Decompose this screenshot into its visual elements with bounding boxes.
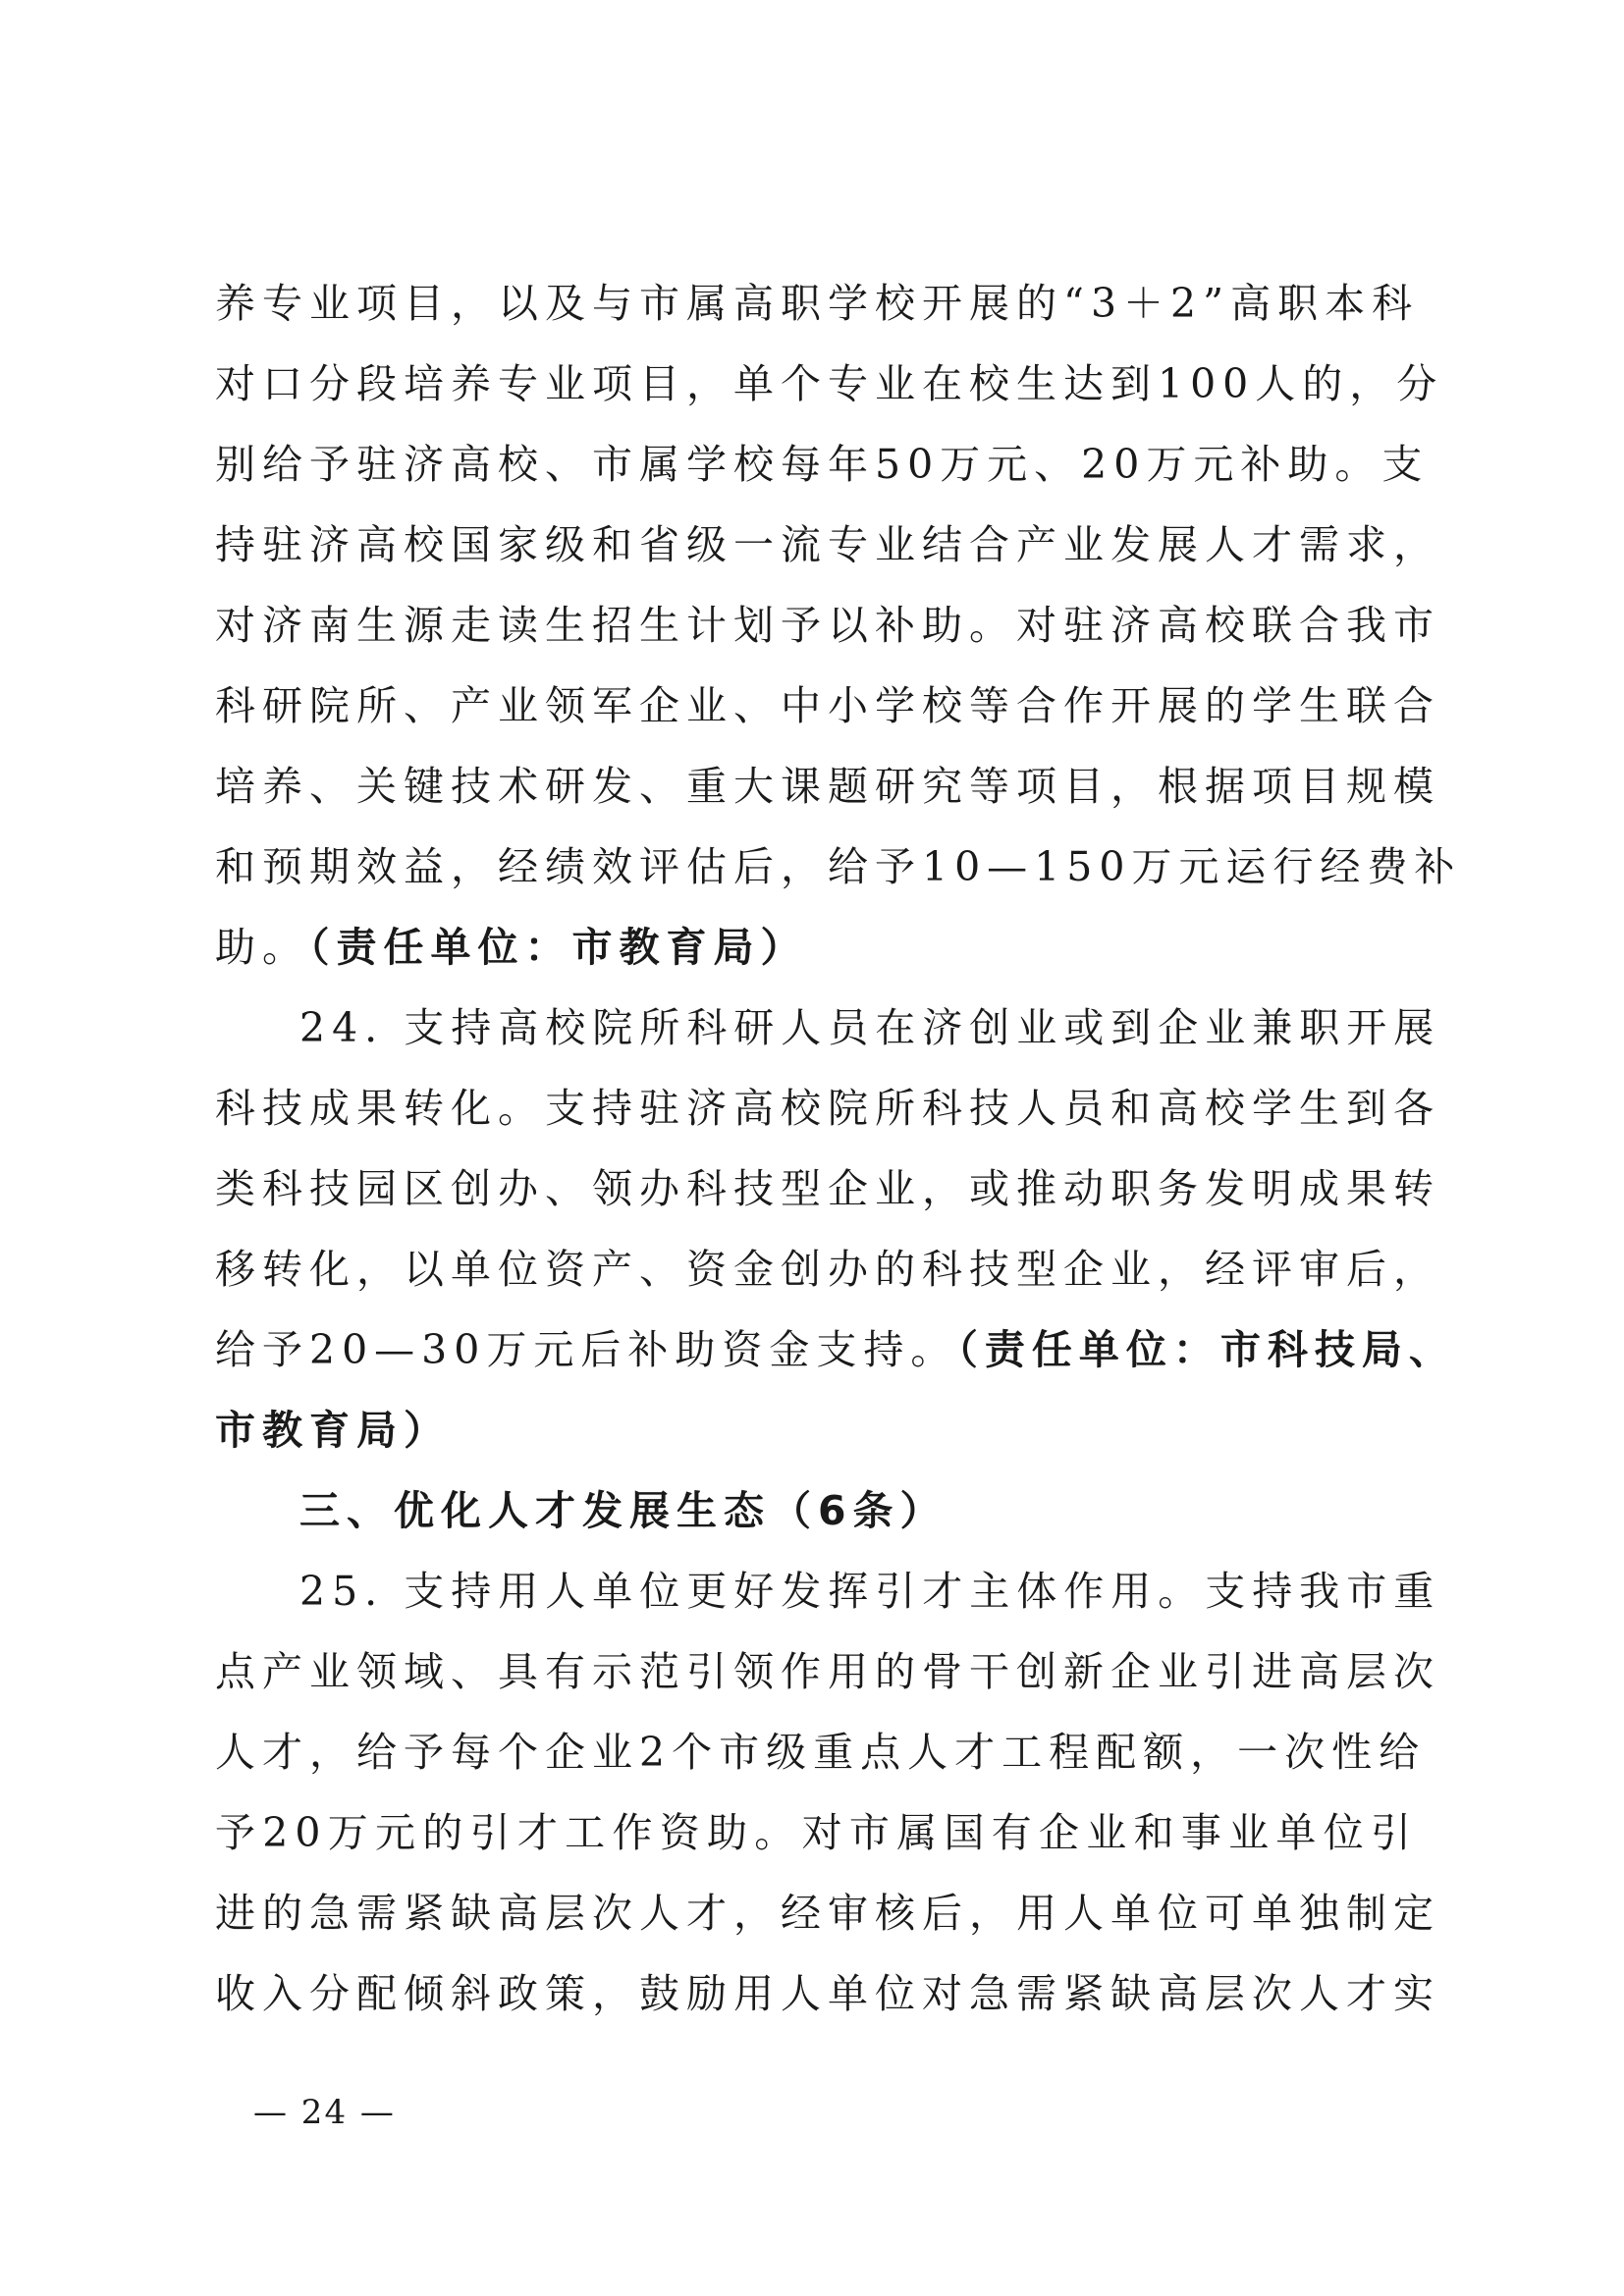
paragraph-24-line: 类科技园区创办、领办科技型企业，或推动职务发明成果转 (215, 1165, 1440, 1212)
text-line: 对口分段培养专业项目，单个专业在校生达到100人的，分 (215, 360, 1444, 407)
text-line: 别给予驻济高校、市属学校每年50万元、20万元补助。支 (215, 441, 1430, 488)
section-heading: 三、优化人才发展生态（6条） (299, 1487, 947, 1534)
text-line (215, 907, 1418, 988)
text-fragment: 给予20—30万元后补助资金支持。 (215, 1326, 958, 1373)
paragraph-25-line: 进的急需紧缺高层次人才，经审核后，用人单位可单独制定 (215, 1890, 1440, 1937)
paragraph-25-line: 予20万元的引才工作资助。对市属国有企业和事业单位引 (215, 1809, 1418, 1856)
text-line: 培养、关键技术研发、重大课题研究等项目，根据项目规模 (215, 763, 1440, 810)
paragraph-25-line: 点产业领域、具有示范引领作用的骨干创新企业引进高层次 (215, 1648, 1440, 1695)
paragraph-24-line: 科技成果转化。支持驻济高校院所科技人员和高校学生到各 (215, 1085, 1440, 1132)
responsible-unit-tail: 市教育局） (215, 1407, 451, 1454)
responsible-unit: （责任单位：市教育局） (309, 924, 808, 971)
page-number: — 24 — (253, 2093, 396, 2132)
text-line: 对济南生源走读生招生计划予以补助。对驻济高校联合我市 (215, 602, 1440, 649)
document-body (215, 263, 1462, 2034)
paragraph-25-line: 人才，给予每个企业2个市级重点人才工程配额，一次性给 (215, 1729, 1427, 1776)
text-line: 科研院所、产业领军企业、中小学校等合作开展的学生联合 (215, 682, 1440, 729)
text-line: 和预期效益，经绩效评估后，给予10—150万元运行经费补 (215, 843, 1462, 890)
text-line: 持驻济高校国家级和省级一流专业结合产业发展人才需求， (215, 521, 1440, 568)
text-fragment: 助。 (215, 924, 309, 971)
text-line: 养专业项目，以及与市属高职学校开展的“3＋2”高职本科 (215, 280, 1420, 327)
paragraph-24-line (215, 1309, 1456, 1390)
paragraph-24-line: 24. 支持高校院所科研人员在济创业或到企业兼职开展 (299, 1004, 1441, 1051)
responsible-unit: （责任单位：市科技局、 (957, 1326, 1456, 1373)
paragraph-25-line: 收入分配倾斜政策，鼓励用人单位对急需紧缺高层次人才实 (215, 1970, 1440, 2017)
paragraph-24-line: 移转化，以单位资产、资金创办的科技型企业，经评审后， (215, 1246, 1440, 1293)
paragraph-25-line: 25. 支持用人单位更好发挥引才主体作用。支持我市重 (299, 1568, 1441, 1615)
